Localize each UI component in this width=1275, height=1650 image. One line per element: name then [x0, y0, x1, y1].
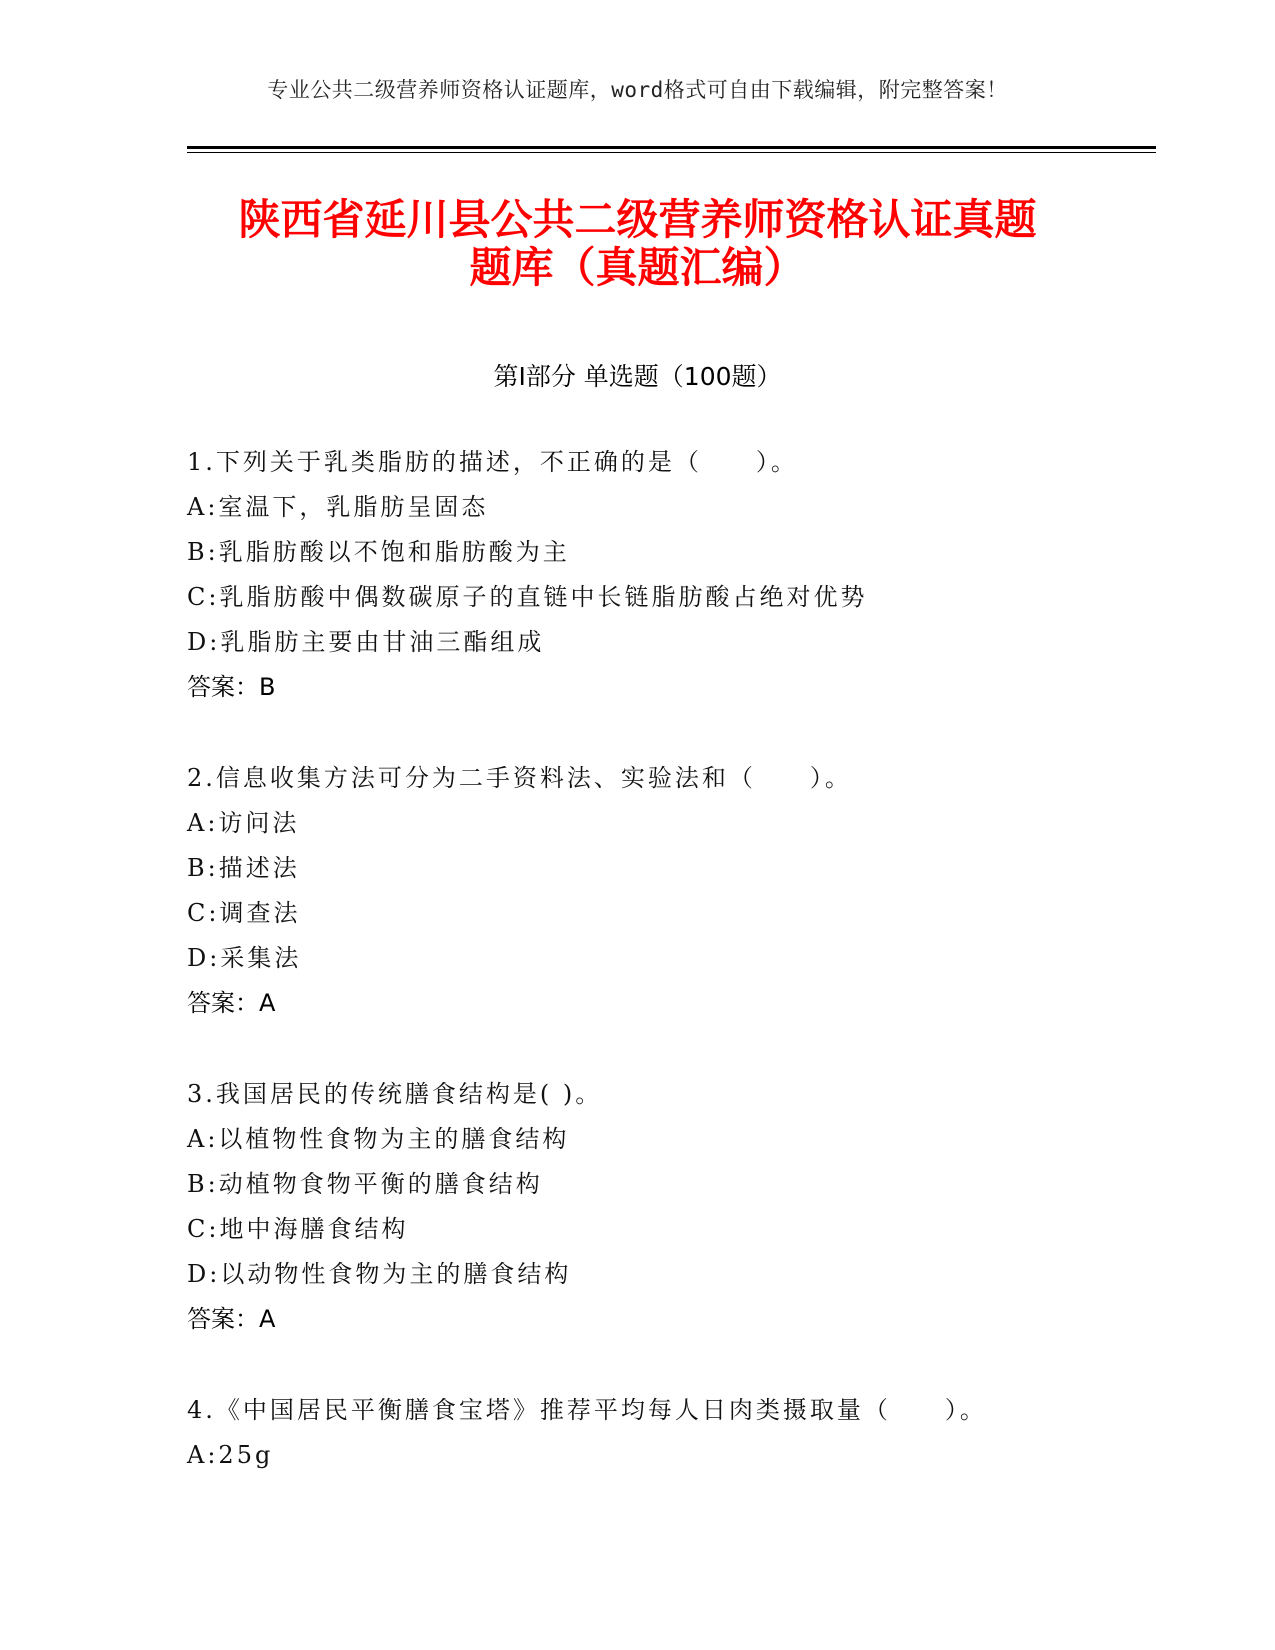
- question-list: [187, 440, 1147, 1524]
- question-4: [187, 1388, 1147, 1478]
- option-d: D:乳脂肪主要由甘油三酯组成: [187, 628, 545, 656]
- option-a: A:以植物性食物为主的膳食结构: [187, 1125, 570, 1153]
- option-c: C:调查法: [187, 899, 301, 927]
- header-divider-thin: [187, 152, 1156, 153]
- question-text: 3.我国居民的传统膳食结构是( )。: [187, 1080, 603, 1108]
- answer: 答案：B: [187, 673, 276, 701]
- option-b: B:乳脂肪酸以不饱和脂肪酸为主: [187, 538, 570, 566]
- document-title-line-1: 陕西省延川县公共二级营养师资格认证真题: [238, 195, 1037, 244]
- option-a: A:访问法: [187, 809, 300, 837]
- document-title: [150, 196, 1125, 292]
- option-b: B:描述法: [187, 854, 300, 882]
- section-title: 第Ⅰ部分 单选题（100题）: [493, 362, 782, 391]
- answer: 答案：A: [187, 989, 276, 1017]
- option-d: D:采集法: [187, 944, 302, 972]
- option-a: A:25g: [187, 1441, 274, 1469]
- option-d: D:以动物性食物为主的膳食结构: [187, 1260, 572, 1288]
- option-b: B:动植物食物平衡的膳食结构: [187, 1170, 543, 1198]
- question-1: [187, 440, 1147, 710]
- question-text: 2.信息收集方法可分为二手资料法、实验法和（ ）。: [187, 764, 852, 792]
- option-c: C:地中海膳食结构: [187, 1215, 409, 1243]
- question-3: [187, 1072, 1147, 1342]
- question-text: 4.《中国居民平衡膳食宝塔》推荐平均每人日肉类摄取量（ ）。: [187, 1396, 987, 1424]
- option-c: C:乳脂肪酸中偶数碳原子的直链中长链脂肪酸占绝对优势: [187, 583, 868, 611]
- answer: 答案：A: [187, 1305, 276, 1333]
- header-divider-thick: [187, 146, 1156, 149]
- option-a: A:室温下，乳脂肪呈固态: [187, 493, 489, 521]
- question-2: [187, 756, 1147, 1026]
- header-note: 专业公共二级营养师资格认证题库，word格式可自由下载编辑，附完整答案！: [267, 78, 1008, 102]
- question-text: 1.下列关于乳类脂肪的描述，不正确的是（ ）。: [187, 448, 798, 476]
- document-title-line-2: 题库（真题汇编）: [469, 243, 806, 292]
